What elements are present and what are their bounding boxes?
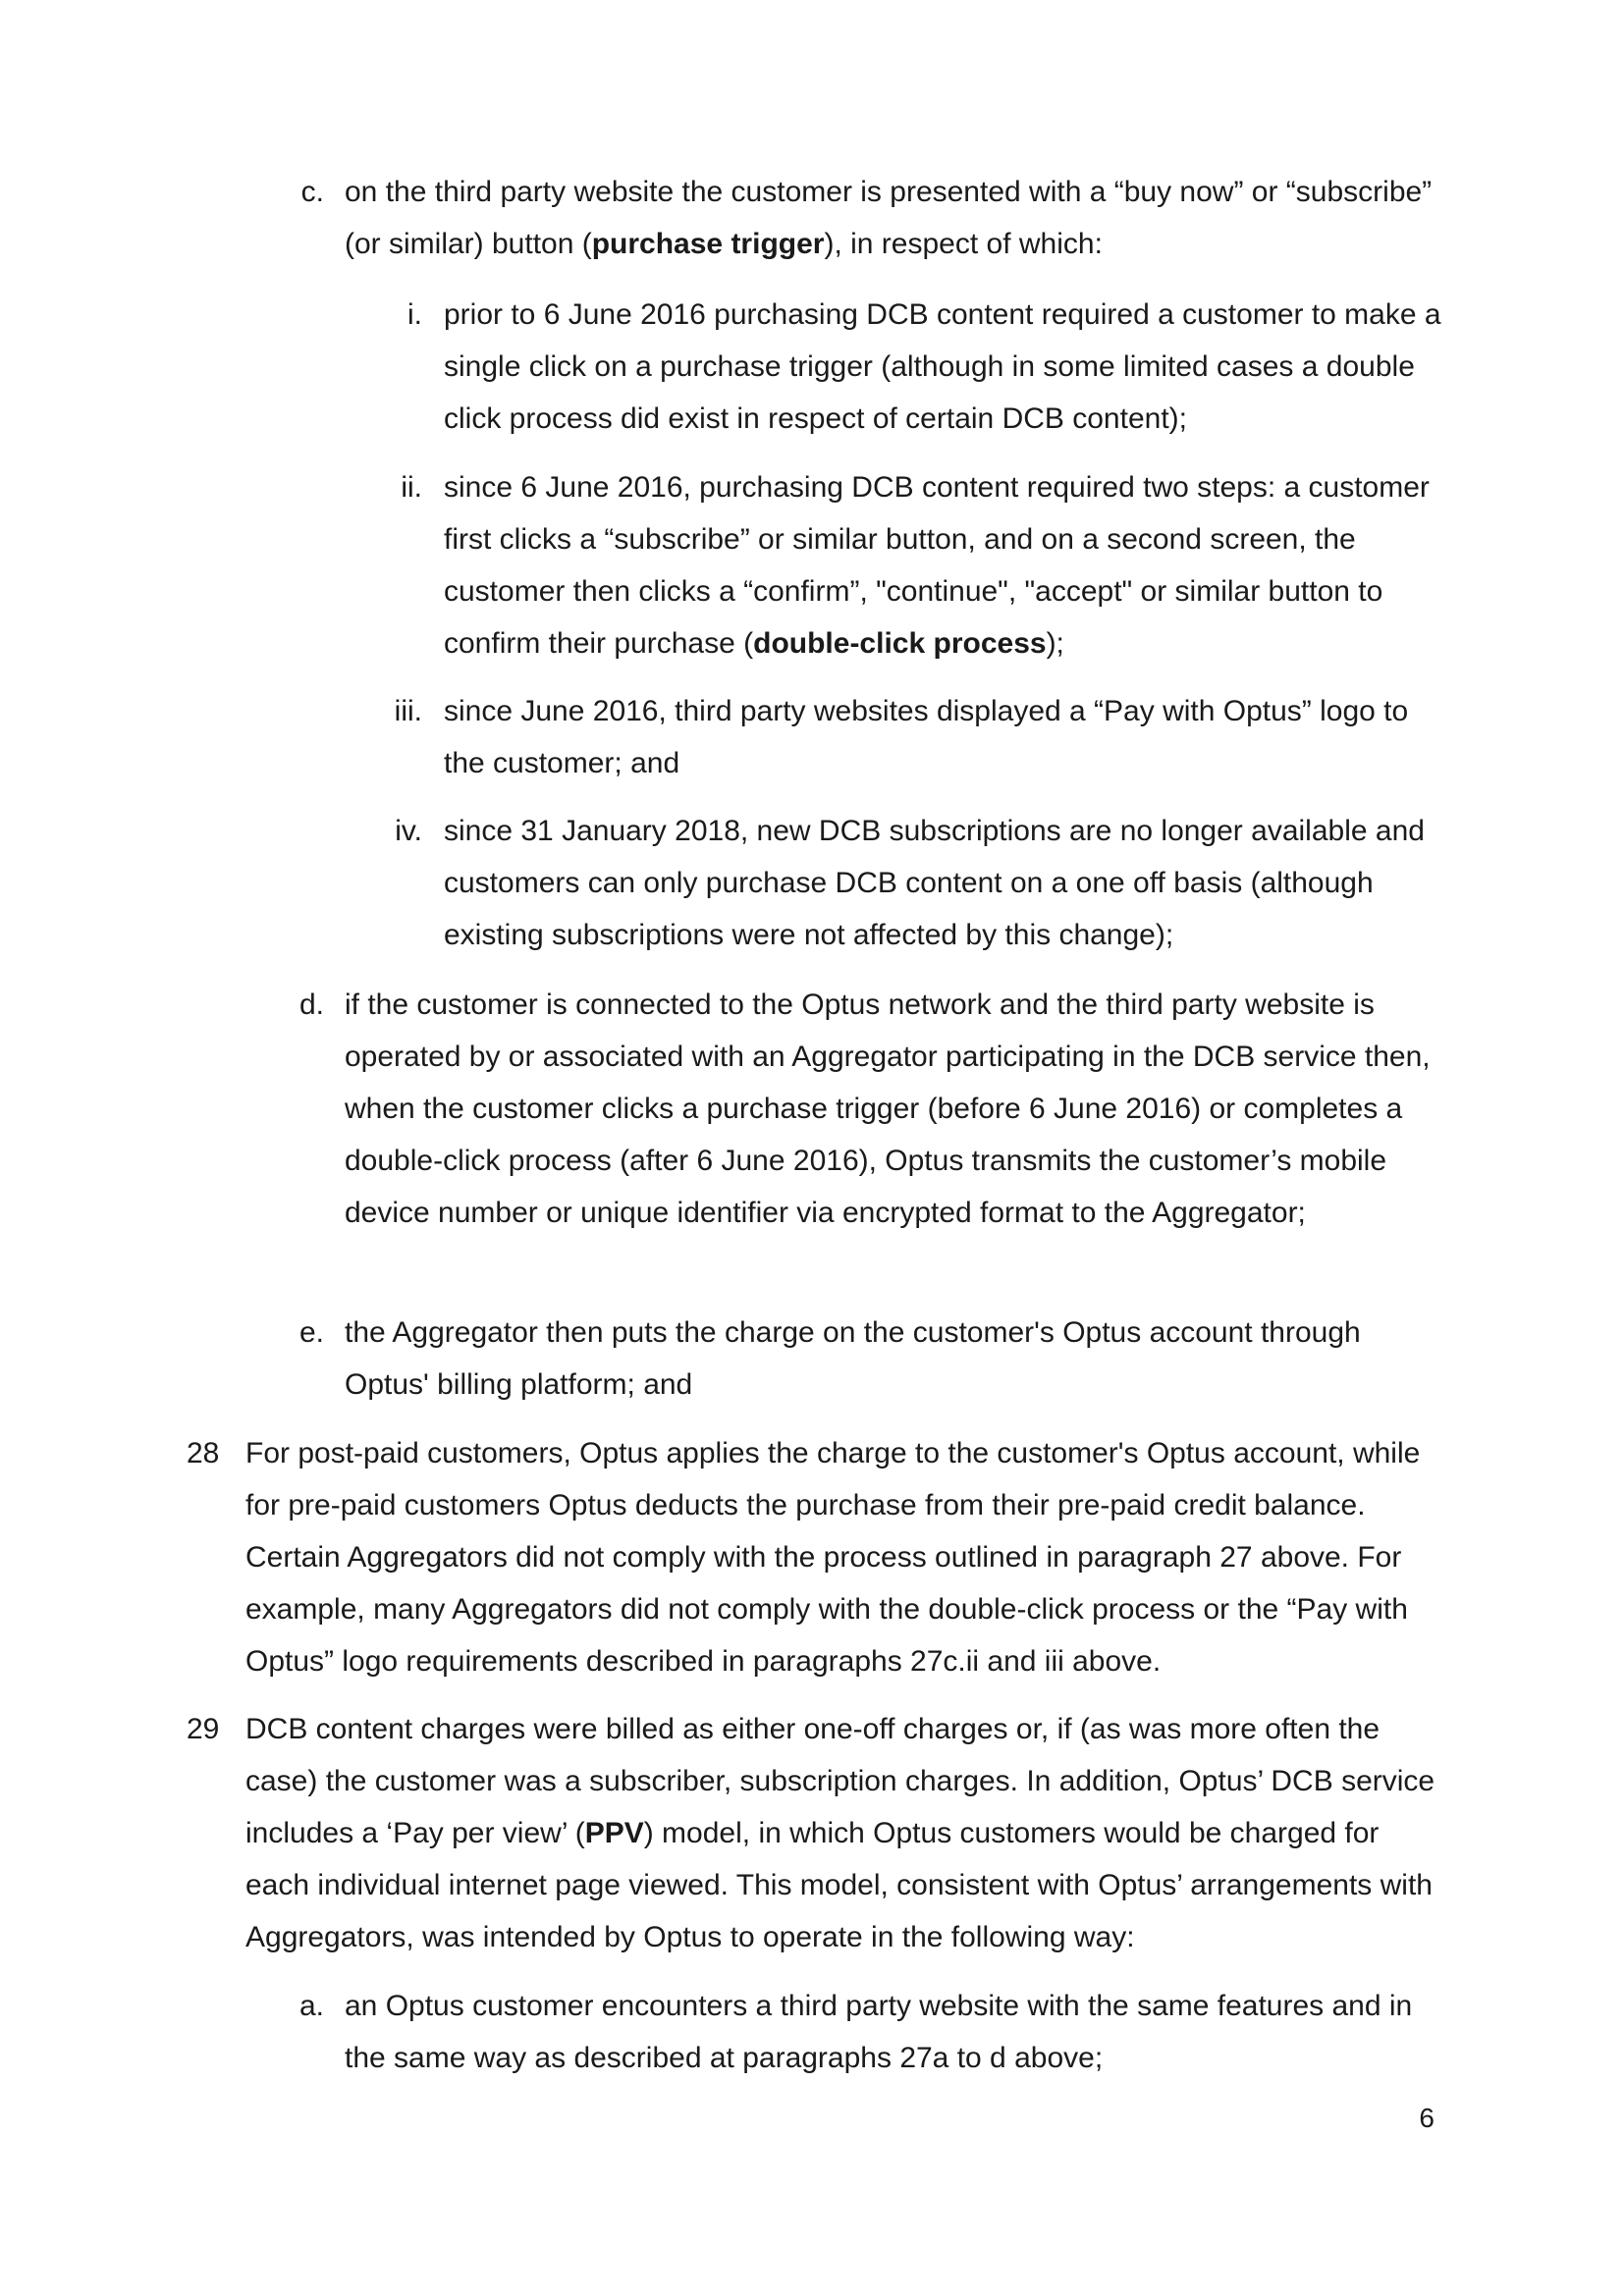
item-ii-part-1: since 6 June 2016, purchasing DCB content required two steps: a customer first clicks a “subscribe” or similar button, and on a second screen, the customer then clicks a “confirm”, "continue", "accept" or similar button to confirm their purchase ( [444,471,1430,660]
item-label-a: a. [298,1990,324,2022]
term-purchase-trigger: purchase trigger [591,228,825,260]
item-label-d: d. [298,988,324,1021]
item-text-iv: since 31 January 2018, new DCB subscriptions are no longer available and customers can only purchase DCB content on a one off basis (although existing subscriptions were not affected by this change); [444,815,1425,951]
item-label-iii: iii. [394,695,422,727]
item-label-c: c. [300,176,324,208]
paragraph-number-28: 28 [187,1437,220,1469]
paragraph-text-29 [245,1703,1448,1963]
term-double-click-process: double-click process [753,627,1047,660]
item-text-iii: since June 2016, third party websites displayed a “Pay with Optus” logo to the customer; and [444,695,1409,779]
item-label-ii: ii. [401,471,422,504]
item-label-iv: iv. [395,815,422,847]
page-number: 6 [1419,2103,1435,2133]
term-ppv: PPV [584,1817,644,1849]
item-ii-part-3: ); [1046,627,1064,660]
item-label-i: i. [407,298,422,331]
item-text-c [345,166,1444,270]
paragraph-29-part-3: ) model, in which Optus customers would be charged for each individual internet page viewed. This model, consistent with Optus’ arrangements with Aggregators, was intended by Optus to operate in the following way: [245,1817,1433,1953]
item-text-a: an Optus customer encounters a third party website with the same features and in the same way as described at paragraphs 27a to d above; [345,1990,1413,2074]
item-text-e: the Aggregator then puts the charge on the customer's Optus account through Optus' billing platform; and [345,1316,1361,1401]
paragraph-text-28: For post-paid customers, Optus applies the charge to the customer's Optus account, while for pre-paid customers Optus deducts the purchase from their pre-paid credit balance. Certain Aggregators did not comply with the process outlined in paragraph 27 above. For example, many Aggregators did not comply with the double-click process or the “Pay with Optus” logo requirements described in paragraphs 27c.ii and iii above. [245,1437,1421,1678]
paragraph-number-29: 29 [187,1713,220,1745]
item-c-part-1: on the third party website the customer is presented with a “buy now” or “subscribe” (or similar) button ( [345,176,1433,260]
item-text-ii [444,461,1445,669]
item-label-e: e. [298,1316,324,1349]
paragraph-29-part-1: DCB content charges were billed as either one-off charges or, if (as was more often the case) the customer was a subscriber, subscription charges. In addition, Optus’ DCB service includes a ‘Pay per view’ ( [245,1713,1435,1849]
item-c-part-3: ), in respect of which: [824,228,1103,260]
item-text-d: if the customer is connected to the Optus network and the third party website is operated by or associated with an Aggregator participating in the DCB service then, when the customer clicks a purchase trigger (before 6 June 2016) or completes a double-click process (after 6 June 2016), Optus transmits the customer’s mobile device number or unique identifier via encrypted format to the Aggregator; [345,988,1431,1229]
item-text-i: prior to 6 June 2016 purchasing DCB content required a customer to make a single click on a purchase trigger (although in some limited cases a double click process did exist in respect of certain DCB content); [444,298,1441,435]
